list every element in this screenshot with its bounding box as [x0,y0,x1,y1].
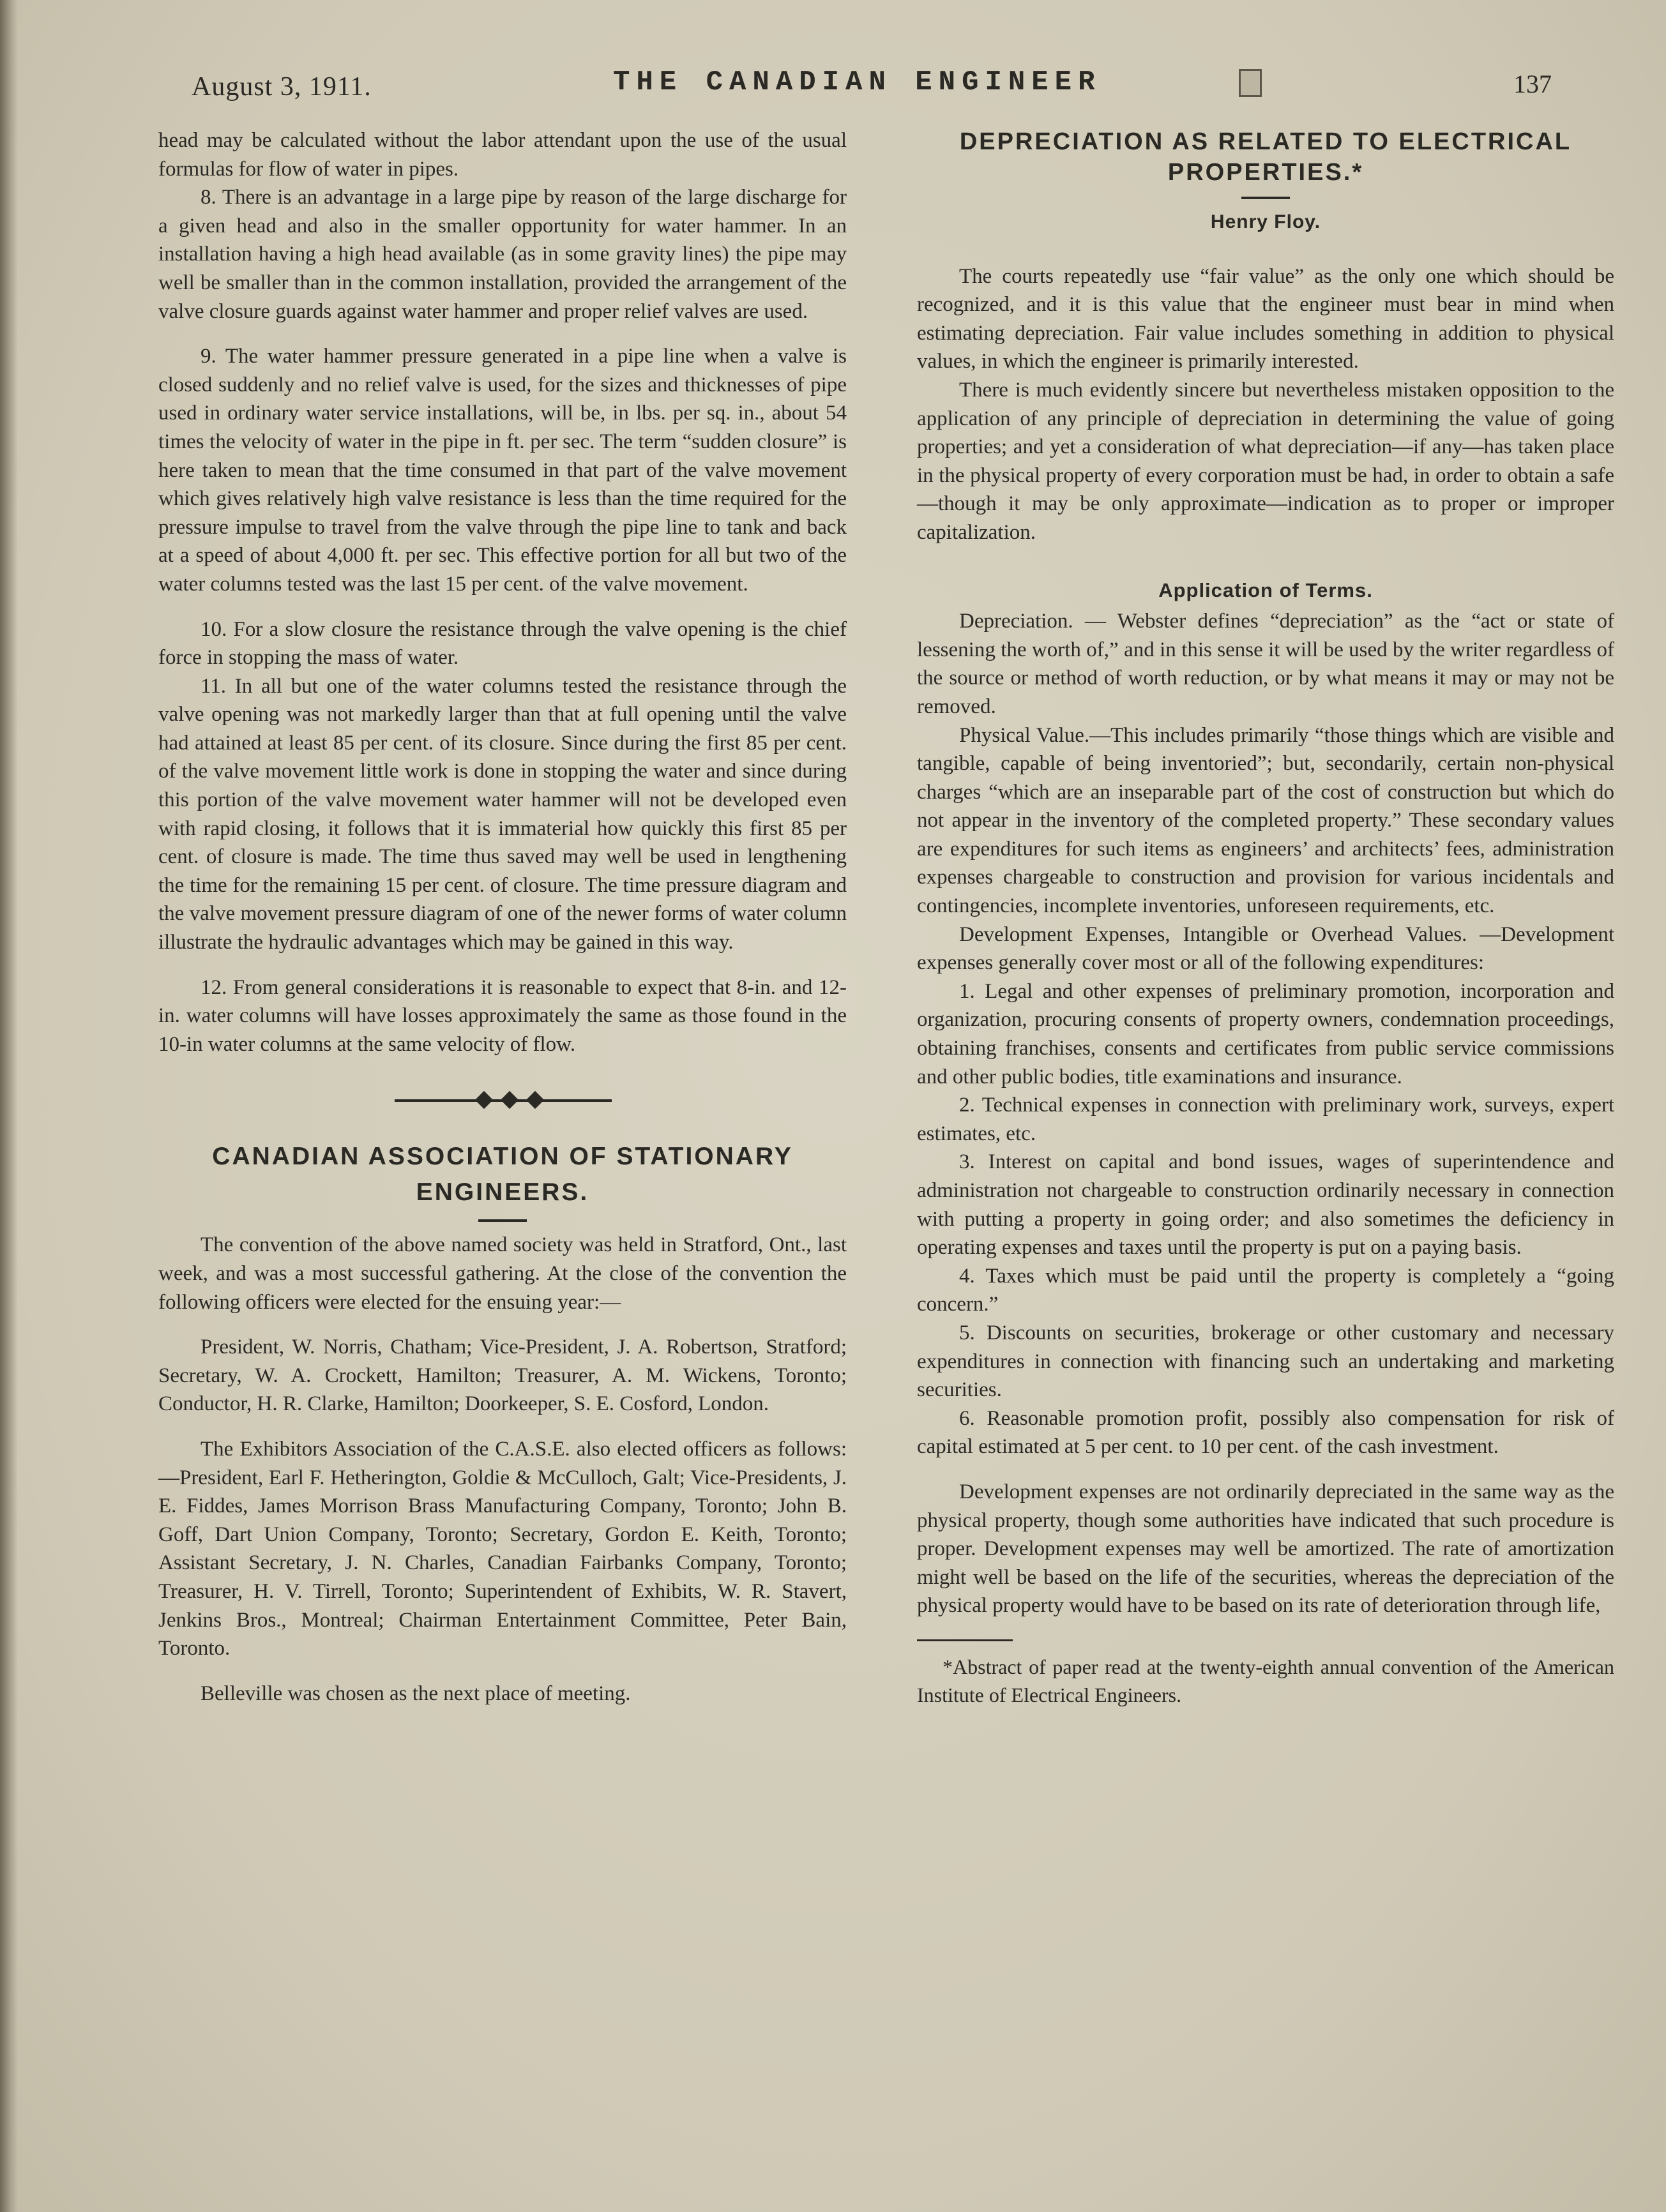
paragraph: 10. For a slow closure the resistance through the valve opening is the chief force in stopping the mass of water. [158,617,847,670]
footnote-rule [917,1639,1013,1641]
subheading: Application of Terms. [1158,578,1373,601]
paragraph: 11. In all but one of the water columns tested the resistance through the valve opening was not markedly larger than that at full opening until the valve had attained at least 85 per cent. of its closure. Since during the first 85 per cent. of the valve movement little work is done in stopping the water and since during this portion of the valve movement water hammer will not be developed even with rapid closing, it follows that it is immaterial how quickly this first 85 per cent. of closure is made. The time thus saved may well be used in lengthening the time for the remaining 15 per cent. of closure. The time pressure diagram and the valve movement pressure diagram of one of the newer forms of water column illustrate the hydraulic advantages which may be gained in this way. [158,674,847,954]
article-author: Henry Floy. [1210,211,1321,232]
publication-title: THE CANADIAN ENGINEER [613,66,1102,98]
paragraph: The courts repeatedly use “fair value” as the only one which should be recognized, and it is this value that the engineer must bear in mind when estimating depreciation. Fair value includes something in addition to physical values, in which the engineer is primarily interested. [917,264,1614,373]
issue-date: August 3, 1911. [192,72,372,102]
footnote: *Abstract of paper read at the twenty-eighth annual convention of the American Institute of Electrical Engineers. [917,1655,1614,1706]
paragraph: There is much evidently sincere but nevertheless mistaken opposition to the application of any principle of depreciation in determining the value of going properties; and yet a consideration of what depreciation—if any—has taken place in the physical property of every corporation must be had, in order to obtain a safe—though it may be only approximate—indication as to proper or improper capitalization. [917,378,1614,544]
right-column [917,126,1614,1709]
page-number: 137 [1513,70,1552,98]
left-column [158,126,847,1708]
list-item: 5. Discounts on securities, brokerage or other customary and necessary expenditures in connection with financing such an undertaking and marketing securities. [917,1321,1614,1402]
paragraph: The convention of the above named society was held in Stratford, Ont., last week, and was a most successful gathering. At the close of the convention the following officers were elected for the ensuing year:— [158,1233,847,1314]
paragraph: The Exhibitors Association of the C.A.S.E. also elected officers as follows:—President, Earl F. Hetherington, Goldie & McCulloch, Galt; Vice-Presidents, J. E. Fiddes, James Morrison Brass Manufacturing Company, Toronto; John B. Goff, Dart Union Company, Toronto; Secretary, Gordon E. Keith, Toronto; Assistant Secretary, J. N. Charles, Canadian Fairbanks Company, Toronto; Treasurer, H. V. Tirrell, Toronto; Superintendent of Exhibits, W. R. Stavert, Jenkins Bros., Montreal; Chairman Entertainment Committee, Peter Bain, Toronto. [158,1437,847,1660]
list-item: 6. Reasonable promotion profit, possibly also compensation for risk of capital estimated at 5 per cent. to 10 per cent. of the cash investment. [917,1406,1614,1459]
page-binding-shadow [0,0,18,2212]
paragraph: Development Expenses, Intangible or Overhead Values. —Development expenses generally cover most or all of the following expenditures: [917,922,1614,975]
list-item: 4. Taxes which must be paid until the property is completely a “going concern.” [917,1264,1614,1316]
paragraph: head may be calculated without the labor attendant upon the use of the usual formulas for flow of water in pipes. [158,129,847,181]
print-mark-icon [1239,69,1262,97]
article-heading: DEPRECIATION AS RELATED TO ELECTRICAL PROPERTIES.* [959,128,1572,186]
paragraph: Depreciation. — Webster defines “depreciation” as the “act or state of lessening the worth of,” and in this sense it will be used by the writer regardless of the source or method of worth reduction, or by what means it may or may not be removed. [917,610,1614,718]
list-item: 1. Legal and other expenses of preliminary promotion, incorporation and organization, procuring consents of property owners, condemnation proceedings, obtaining franchises, consents and certificates from public service commissions and other public bodies, title examinations and insurance. [917,979,1614,1088]
page-header [185,64,1571,109]
heading-rule [478,1219,527,1222]
paragraph: 12. From general considerations it is reasonable to expect that 8-in. and 12-in. water columns will have losses approximately the same as those found in the 10-in water columns at the same velocity of flow. [158,975,847,1056]
list-item: 3. Interest on capital and bond issues, wages of superintendence and administration not chargeable to construction ordinarily necessary in connection with putting a property in going order; and also sometimes the deficiency in operating expenses and taxes until the property is put on a paying basis. [917,1150,1614,1260]
paragraph: Development expenses are not ordinarily depreciated in the same way as the physical property, though some authorities have indicated that such procedure is proper. Development expenses may well be amortized. The rate of amortization might well be based on the life of the securities, whereas the depreciation of the physical property would have to be based on its rate of deterioration through life, [917,1480,1614,1618]
paragraph: 9. The water hammer pressure generated in a pipe line when a valve is closed suddenly and no relief valve is used, for the sizes and thicknesses of pipe used in ordinary water service installations, will be, in lbs. per sq. in., about 54 times the velocity of water in the pipe in ft. per sec. The term “sudden closure” is here taken to mean that the time consumed in that part of the valve movement which gives relatively high valve resistance is less than the time required for the pressure impulse to travel from the valve through the pipe line to tank and back at a speed of about 4,000 ft. per sec. This effective portion for all but two of the water columns tested was the last 15 per cent. of the valve movement. [158,345,847,596]
case-article-heading: CANADIAN ASSOCIATION OF STATIONARY ENGINEERS. [212,1143,793,1207]
paragraph: Belleville was chosen as the next place of meeting. [201,1682,631,1705]
heading-rule [1241,197,1290,199]
paragraph: Physical Value.—This includes primarily “those things which are visible and tangible, capable of being inventoried”; but, secondarily, certain non-physical charges “which are an inseparable part of the cost of construction but which do not appear in the inventory of the completed property.” These secondary values are expenditures for such items as engineers’ and architects’ fees, administration expenses chargeable to construction and provision for various incidentals and contingencies, incomplete inventories, unforeseen requirements, etc. [917,723,1614,918]
section-divider-ornament [158,1088,847,1113]
list-item: 2. Technical expenses in connection with preliminary work, surveys, expert estimates, etc. [917,1094,1614,1145]
paragraph: 8. There is an advantage in a large pipe by reason of the large discharge for a given head and also in the smaller opportunity for water hammer. In an installation having a high head available (as in some gravity lines) the pipe may well be smaller than in the common installation, provided the arrangement of the valve closure guards against water hammer and proper relief valves are used. [158,186,847,323]
paragraph: President, W. Norris, Chatham; Vice-President, J. A. Robertson, Stratford; Secretary, W. A. Crockett, Hamilton; Treasurer, A. M. Wickens, Toronto; Conductor, H. R. Clarke, Hamilton; Doorkeeper, S. E. Cosford, London. [158,1335,847,1416]
